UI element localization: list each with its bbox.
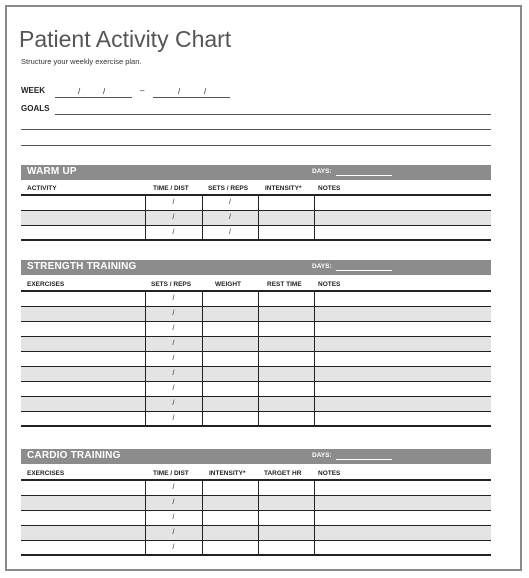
table-cell[interactable] bbox=[258, 306, 314, 321]
table-cell[interactable] bbox=[202, 396, 258, 411]
table-row bbox=[21, 480, 491, 495]
table-row bbox=[21, 366, 491, 381]
table-row bbox=[21, 525, 491, 540]
strength-header-bar bbox=[21, 260, 491, 275]
cardio-col-intensity: INTENSITY* bbox=[209, 470, 246, 477]
cardio-col-exercises: EXERCISES bbox=[27, 470, 65, 477]
table-cell[interactable] bbox=[258, 396, 314, 411]
table-cell[interactable] bbox=[202, 336, 258, 351]
table-cell[interactable] bbox=[258, 366, 314, 381]
table-cell[interactable] bbox=[202, 366, 258, 381]
table-cell[interactable]: / bbox=[145, 351, 202, 366]
warmup-table bbox=[21, 194, 491, 241]
table-cell[interactable] bbox=[258, 195, 314, 210]
table-cell[interactable] bbox=[258, 510, 314, 525]
table-cell[interactable]: / bbox=[145, 381, 202, 396]
goals-line[interactable] bbox=[55, 114, 491, 115]
table-cell[interactable]: / bbox=[145, 366, 202, 381]
warmup-days-field[interactable] bbox=[336, 175, 392, 176]
table-cell[interactable] bbox=[21, 495, 145, 510]
goals-line[interactable] bbox=[21, 129, 491, 130]
table-cell[interactable]: / bbox=[145, 411, 202, 426]
table-cell[interactable]: / bbox=[145, 321, 202, 336]
table-cell[interactable]: / bbox=[145, 225, 202, 240]
table-cell[interactable] bbox=[314, 366, 491, 381]
table-cell[interactable] bbox=[258, 291, 314, 306]
table-cell[interactable] bbox=[314, 540, 491, 555]
warmup-days-label: DAYS: bbox=[312, 168, 332, 175]
table-cell[interactable] bbox=[21, 381, 145, 396]
week-dash: – bbox=[140, 86, 145, 95]
table-cell[interactable]: / bbox=[145, 291, 202, 306]
table-cell[interactable] bbox=[21, 525, 145, 540]
table-row bbox=[21, 210, 491, 225]
week-date-slashes: / bbox=[204, 87, 207, 96]
table-cell[interactable] bbox=[202, 495, 258, 510]
week-date-slashes: / bbox=[178, 87, 181, 96]
table-cell[interactable] bbox=[258, 540, 314, 555]
table-cell[interactable]: / bbox=[202, 210, 258, 225]
table-cell[interactable] bbox=[314, 336, 491, 351]
table-cell[interactable] bbox=[202, 351, 258, 366]
table-cell[interactable] bbox=[258, 225, 314, 240]
strength-days-label: DAYS: bbox=[312, 263, 332, 270]
table-cell[interactable] bbox=[314, 381, 491, 396]
warmup-col-activity: ACTIVITY bbox=[27, 185, 57, 192]
table-row bbox=[21, 540, 491, 555]
week-start-field[interactable] bbox=[55, 97, 132, 98]
table-cell[interactable]: / bbox=[145, 336, 202, 351]
table-cell[interactable] bbox=[314, 495, 491, 510]
table-cell[interactable] bbox=[21, 480, 145, 495]
table-cell[interactable] bbox=[258, 495, 314, 510]
table-cell[interactable] bbox=[202, 480, 258, 495]
warmup-col-time-dist: TIME / DIST bbox=[153, 185, 189, 192]
table-cell[interactable] bbox=[314, 210, 491, 225]
table-row bbox=[21, 336, 491, 351]
table-cell[interactable] bbox=[21, 195, 145, 210]
table-cell[interactable]: / bbox=[145, 510, 202, 525]
table-row bbox=[21, 225, 491, 240]
strength-title: STRENGTH TRAINING bbox=[27, 261, 137, 272]
goals-line[interactable] bbox=[21, 145, 491, 146]
warmup-header-bar bbox=[21, 165, 491, 180]
table-cell[interactable]: / bbox=[145, 396, 202, 411]
table-cell[interactable]: / bbox=[202, 195, 258, 210]
table-cell[interactable]: / bbox=[145, 306, 202, 321]
table-cell[interactable] bbox=[258, 351, 314, 366]
table-row bbox=[21, 321, 491, 336]
table-cell[interactable] bbox=[258, 210, 314, 225]
table-cell[interactable] bbox=[202, 306, 258, 321]
table-cell[interactable] bbox=[21, 396, 145, 411]
table-cell[interactable] bbox=[202, 411, 258, 426]
table-cell[interactable] bbox=[258, 336, 314, 351]
table-cell[interactable] bbox=[314, 306, 491, 321]
table-cell[interactable] bbox=[21, 351, 145, 366]
cardio-table bbox=[21, 479, 491, 556]
table-cell[interactable] bbox=[21, 291, 145, 306]
table-cell[interactable] bbox=[21, 336, 145, 351]
week-date-slashes: / bbox=[78, 87, 81, 96]
week-date-slashes: / bbox=[103, 87, 106, 96]
strength-col-notes: NOTES bbox=[318, 281, 341, 288]
table-cell[interactable]: / bbox=[145, 525, 202, 540]
table-row bbox=[21, 306, 491, 321]
table-cell[interactable]: / bbox=[145, 480, 202, 495]
strength-col-exercises: EXERCISES bbox=[27, 281, 65, 288]
strength-col-weight: WEIGHT bbox=[215, 281, 241, 288]
table-cell[interactable] bbox=[258, 525, 314, 540]
cardio-title: CARDIO TRAINING bbox=[27, 450, 121, 461]
table-cell[interactable] bbox=[21, 225, 145, 240]
week-row bbox=[21, 86, 45, 95]
table-row bbox=[21, 495, 491, 510]
table-cell[interactable] bbox=[258, 480, 314, 495]
table-cell[interactable] bbox=[314, 525, 491, 540]
cardio-days-label: DAYS: bbox=[312, 452, 332, 459]
table-cell[interactable]: / bbox=[202, 225, 258, 240]
table-cell[interactable] bbox=[314, 321, 491, 336]
table-cell[interactable] bbox=[21, 366, 145, 381]
strength-table bbox=[21, 290, 491, 427]
table-cell[interactable] bbox=[258, 321, 314, 336]
table-cell[interactable] bbox=[202, 321, 258, 336]
week-end-field[interactable] bbox=[153, 97, 230, 98]
table-cell[interactable] bbox=[314, 411, 491, 426]
table-cell[interactable] bbox=[258, 381, 314, 396]
cardio-col-target-hr: TARGET HR bbox=[264, 470, 302, 477]
table-cell[interactable]: / bbox=[145, 495, 202, 510]
table-cell[interactable] bbox=[202, 525, 258, 540]
table-cell[interactable] bbox=[314, 351, 491, 366]
warmup-title: WARM UP bbox=[27, 166, 77, 177]
strength-col-rest-time: REST TIME bbox=[267, 281, 302, 288]
table-cell[interactable]: / bbox=[145, 195, 202, 210]
table-cell[interactable]: / bbox=[145, 540, 202, 555]
table-cell[interactable] bbox=[21, 510, 145, 525]
table-row bbox=[21, 195, 491, 210]
cardio-days-field[interactable] bbox=[336, 459, 392, 460]
table-cell[interactable] bbox=[314, 510, 491, 525]
table-row bbox=[21, 396, 491, 411]
page-subtitle: Structure your weekly exercise plan. bbox=[21, 57, 142, 66]
table-cell[interactable] bbox=[21, 306, 145, 321]
table-cell[interactable]: / bbox=[145, 210, 202, 225]
week-label: WEEK bbox=[21, 86, 45, 95]
table-row bbox=[21, 411, 491, 426]
cardio-col-notes: NOTES bbox=[318, 470, 341, 477]
page-title: Patient Activity Chart bbox=[19, 26, 232, 52]
warmup-col-intensity: INTENSITY* bbox=[265, 185, 302, 192]
table-cell[interactable] bbox=[314, 195, 491, 210]
goals-label: GOALS bbox=[21, 104, 50, 113]
table-row bbox=[21, 510, 491, 525]
strength-days-field[interactable] bbox=[336, 270, 392, 271]
table-cell[interactable] bbox=[21, 210, 145, 225]
table-cell[interactable] bbox=[314, 480, 491, 495]
table-cell[interactable] bbox=[258, 411, 314, 426]
table-row bbox=[21, 381, 491, 396]
table-cell[interactable] bbox=[202, 291, 258, 306]
table-cell[interactable] bbox=[21, 411, 145, 426]
table-cell[interactable] bbox=[314, 291, 491, 306]
cardio-col-time-dist: TIME / DIST bbox=[153, 470, 189, 477]
table-row bbox=[21, 351, 491, 366]
table-cell[interactable] bbox=[21, 321, 145, 336]
table-cell[interactable] bbox=[202, 540, 258, 555]
table-cell[interactable] bbox=[202, 381, 258, 396]
table-cell[interactable] bbox=[314, 396, 491, 411]
cardio-header-bar bbox=[21, 449, 491, 464]
table-cell[interactable] bbox=[21, 540, 145, 555]
table-row bbox=[21, 291, 491, 306]
table-cell[interactable] bbox=[314, 225, 491, 240]
warmup-col-notes: NOTES bbox=[318, 185, 341, 192]
strength-col-sets-reps: SETS / REPS bbox=[151, 281, 192, 288]
warmup-col-sets-reps: SETS / REPS bbox=[208, 185, 249, 192]
table-cell[interactable] bbox=[202, 510, 258, 525]
